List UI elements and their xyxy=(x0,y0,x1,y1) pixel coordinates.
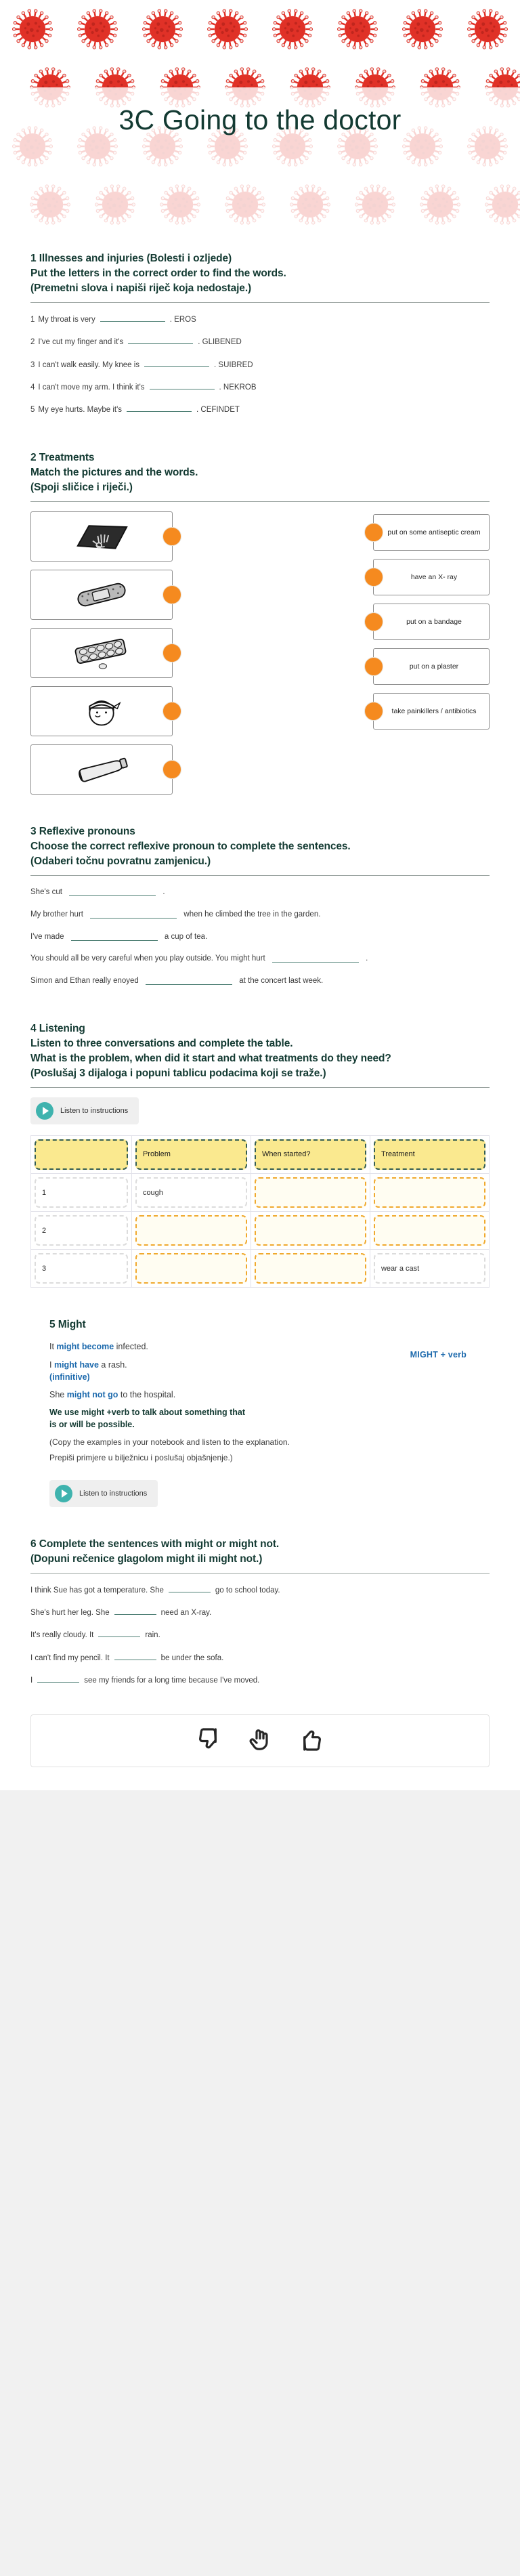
example-pre: She xyxy=(49,1390,67,1400)
coronavirus-icon xyxy=(467,8,508,50)
answer-blank[interactable] xyxy=(127,403,192,412)
item-number: 3 xyxy=(30,360,35,369)
table-header-cell xyxy=(131,1136,251,1174)
cell-value: cough xyxy=(135,1177,247,1208)
thumbs-down-icon[interactable] xyxy=(196,1726,223,1756)
heading-line: 1 Illnesses and injuries (Bolesti i ozljede) xyxy=(30,253,232,264)
section-complete-might xyxy=(30,1507,490,1691)
coronavirus-icon xyxy=(337,8,378,50)
sentence-after: a cup of tea. xyxy=(164,932,208,941)
example-post: a rash. xyxy=(98,1359,127,1370)
matching-exercise xyxy=(30,502,490,795)
picture-card-plaster[interactable] xyxy=(30,570,173,620)
section-1-heading xyxy=(30,251,490,296)
answer-cell[interactable] xyxy=(255,1215,366,1246)
table-cell[interactable] xyxy=(131,1212,251,1250)
connector-dot[interactable] xyxy=(162,643,181,662)
word-card[interactable] xyxy=(373,604,490,640)
example-line xyxy=(49,1356,490,1387)
word-label: put on some antiseptic cream xyxy=(387,528,481,537)
item-text-before: I can't find my pencil. It xyxy=(30,1653,110,1662)
connector-dot[interactable] xyxy=(162,702,181,721)
table-cell xyxy=(131,1174,251,1212)
audio-label: Listen to instructions xyxy=(79,1489,148,1498)
grammar-rule xyxy=(49,1403,490,1435)
sentence-before: I've made xyxy=(30,932,64,941)
question-row xyxy=(30,1601,490,1624)
picture-card-xray[interactable] xyxy=(30,511,173,562)
heading-line: What is the problem, when did it start and what treatments do they need? xyxy=(30,1053,391,1065)
coronavirus-icon xyxy=(402,8,443,50)
answer-blank[interactable] xyxy=(150,381,215,389)
header-label: When started? xyxy=(255,1139,366,1170)
item-text-before: My throat is very xyxy=(38,316,95,324)
virus-pattern-cell xyxy=(195,0,260,58)
section-5-heading xyxy=(30,1317,490,1332)
pills-icon xyxy=(69,635,134,671)
header-label: Problem xyxy=(135,1139,247,1170)
table-cell xyxy=(31,1212,132,1250)
sentence-before: She's cut xyxy=(30,888,62,897)
xray-icon xyxy=(69,518,134,555)
heading-line: (Poslušaj 3 dijaloga i popuni tablicu podacima koji se traže.) xyxy=(30,1068,326,1080)
example-highlight: might not go xyxy=(66,1390,118,1400)
question-row xyxy=(30,1647,490,1669)
answer-blank[interactable] xyxy=(90,910,177,919)
rule-line: We use might +verb to talk about something that xyxy=(49,1408,246,1418)
item-text-before: I can't move my arm. I think it's xyxy=(38,383,145,392)
item-text-after: . EROS xyxy=(169,316,196,324)
cream-tube-icon xyxy=(69,751,134,788)
instruction-note: (Copy the examples in your notebook and listen to the explanation. xyxy=(49,1437,290,1447)
example-post: to the hospital. xyxy=(118,1390,176,1400)
connector-dot[interactable] xyxy=(364,612,383,631)
might-explanation xyxy=(30,1332,490,1507)
virus-pattern-cell xyxy=(65,0,130,58)
answer-blank[interactable] xyxy=(69,887,156,896)
connector-dot[interactable] xyxy=(364,523,383,542)
table-cell xyxy=(370,1250,489,1288)
divider xyxy=(30,1087,490,1088)
coronavirus-icon xyxy=(12,8,53,50)
table-cell[interactable] xyxy=(131,1250,251,1288)
answer-cell[interactable] xyxy=(135,1253,247,1284)
sentence-after: . xyxy=(162,888,165,897)
play-icon[interactable] xyxy=(36,1102,53,1120)
table-cell[interactable] xyxy=(370,1212,489,1250)
word-label: take painkillers / antibiotics xyxy=(391,707,477,716)
sentence-after: at the concert last week. xyxy=(239,976,324,985)
heading-line: Put the letters in the correct order to find the words. xyxy=(30,268,286,279)
table-header-cell xyxy=(251,1136,370,1174)
word-label: put on a plaster xyxy=(409,662,459,671)
item-text-after: go to school today. xyxy=(215,1586,280,1595)
question-row xyxy=(30,376,490,398)
section-might xyxy=(30,1288,490,1507)
sentence-before: You should all be very careful when you play outside. You might hurt xyxy=(30,954,265,963)
picture-card-head-bandage[interactable] xyxy=(30,686,173,736)
connector-dot[interactable] xyxy=(364,568,383,587)
thumbs-up-icon[interactable] xyxy=(297,1726,324,1756)
page-bottom-space xyxy=(0,1767,520,1790)
word-card[interactable] xyxy=(373,514,490,551)
word-card[interactable] xyxy=(373,693,490,730)
virus-pattern-cell xyxy=(325,0,390,58)
heading-line: 4 Listening xyxy=(30,1023,85,1035)
table-header-cell xyxy=(370,1136,489,1174)
cell-value: wear a cast xyxy=(374,1253,485,1284)
example-pre: I xyxy=(49,1359,54,1370)
question-row xyxy=(30,1579,490,1601)
example-pre: It xyxy=(49,1342,57,1352)
coronavirus-icon xyxy=(77,8,118,50)
sentence-row xyxy=(30,904,490,926)
example-post: infected. xyxy=(114,1342,148,1352)
item-text-before: I can't walk easily. My knee is xyxy=(38,360,140,369)
table-cell[interactable] xyxy=(251,1212,370,1250)
table-row xyxy=(31,1250,490,1288)
table-header-cell xyxy=(31,1136,132,1174)
item-text-after: rain. xyxy=(145,1631,160,1640)
connector-dot[interactable] xyxy=(364,657,383,676)
table-cell[interactable] xyxy=(251,1250,370,1288)
table-cell[interactable] xyxy=(251,1174,370,1212)
section-3-lines xyxy=(30,876,490,992)
row-number: 1 xyxy=(35,1177,128,1208)
answer-blank[interactable] xyxy=(114,1651,156,1660)
example-highlight: might become xyxy=(56,1342,114,1352)
question-row xyxy=(30,398,490,421)
audio-label: Listen to instructions xyxy=(60,1107,129,1116)
item-text-before: She's hurt her leg. She xyxy=(30,1609,110,1618)
example-line xyxy=(49,1386,490,1403)
patient-head-bandage-icon xyxy=(69,693,134,730)
item-text-before: I've cut my finger and it's xyxy=(38,338,124,347)
sentence-row xyxy=(30,948,490,970)
picture-card-pills[interactable] xyxy=(30,628,173,678)
virus-pattern-cell xyxy=(130,0,195,58)
section-1-questions xyxy=(30,303,490,421)
item-number: 5 xyxy=(30,406,35,414)
play-icon[interactable] xyxy=(55,1485,72,1502)
item-text-after: . NEKROB xyxy=(219,383,257,392)
sentence-row xyxy=(30,970,490,992)
virus-pattern-cell xyxy=(390,0,455,58)
rule-line: is or will be possible. xyxy=(49,1420,135,1430)
heading-line: (Spoji sličice i riječi.) xyxy=(30,482,133,494)
answer-blank[interactable] xyxy=(272,954,359,963)
sentence-before: My brother hurt xyxy=(30,910,83,919)
item-text-after: be under the sofa. xyxy=(160,1653,224,1662)
section-listening xyxy=(30,992,490,1288)
header-banner xyxy=(0,0,520,234)
picture-card-cream-tube[interactable] xyxy=(30,744,173,795)
item-text-after: . GLIBENED xyxy=(198,338,242,347)
audio-player-might[interactable] xyxy=(49,1480,158,1507)
heading-line: (Odaberi točnu povratnu zamjenicu.) xyxy=(30,856,211,868)
sentence-row xyxy=(30,881,490,904)
header-label: Treatment xyxy=(374,1139,485,1170)
word-card[interactable] xyxy=(373,559,490,595)
answer-blank[interactable] xyxy=(37,1674,79,1683)
heading-line: 5 Might xyxy=(49,1319,86,1331)
answer-blank[interactable] xyxy=(144,358,209,367)
item-text-before: I xyxy=(30,1676,33,1685)
sentence-after: . xyxy=(366,954,368,963)
heading-line: (Dopuni rečenice glagolom might ili might not.) xyxy=(30,1553,263,1565)
question-row xyxy=(30,308,490,331)
sentence-after: when he climbed the tree in the garden. xyxy=(183,910,321,919)
item-number: 4 xyxy=(30,383,35,392)
heading-line: Match the pictures and the words. xyxy=(30,467,198,479)
virus-pattern-cell xyxy=(260,0,325,58)
page-title: 3C Going to the doctor xyxy=(118,104,402,135)
coronavirus-icon xyxy=(207,8,248,50)
answer-blank[interactable] xyxy=(128,335,193,344)
might-verb-tag: MIGHT + verb xyxy=(410,1350,467,1360)
answer-blank[interactable] xyxy=(169,1584,211,1592)
coronavirus-icon xyxy=(142,8,183,50)
connector-dot[interactable] xyxy=(162,585,181,604)
coronavirus-icon xyxy=(272,8,313,50)
section-6-heading xyxy=(30,1537,490,1567)
example-highlight: might have xyxy=(53,1359,99,1370)
section-treatments xyxy=(30,421,490,795)
word-label: put on a bandage xyxy=(406,618,462,627)
heading-line: (Premetni slova i napiši riječ koja nedostaje.) xyxy=(30,282,252,294)
item-text-after: . SUIBRED xyxy=(214,360,253,369)
question-row xyxy=(30,1624,490,1646)
virus-pattern-cell xyxy=(455,0,520,58)
table-row xyxy=(31,1174,490,1212)
word-column xyxy=(373,511,490,795)
heading-line: 3 Reflexive pronouns xyxy=(30,826,135,838)
sentence-before: Simon and Ethan really enoyed xyxy=(30,976,139,985)
table-cell xyxy=(31,1250,132,1288)
section-2-heading xyxy=(30,450,490,495)
connector-dot[interactable] xyxy=(162,760,181,779)
section-6-questions xyxy=(30,1574,490,1691)
item-text-after: need an X-ray. xyxy=(160,1609,212,1618)
item-text-before: My eye hurts. Maybe it's xyxy=(38,406,123,414)
sentence-row xyxy=(30,926,490,948)
example-infinitive-note: (infinitive) xyxy=(49,1372,90,1382)
heading-line: 6 Complete the sentences with might or might not. xyxy=(30,1538,280,1550)
answer-cell[interactable] xyxy=(374,1177,485,1208)
section-illnesses xyxy=(30,234,490,421)
section-4-heading xyxy=(30,1021,490,1081)
feedback-bar xyxy=(30,1714,490,1767)
row-number: 2 xyxy=(35,1215,128,1246)
header-label xyxy=(35,1139,128,1170)
word-card[interactable] xyxy=(373,648,490,685)
answer-blank[interactable] xyxy=(114,1606,156,1615)
word-label: have an X- ray xyxy=(410,573,458,582)
answer-blank[interactable] xyxy=(100,313,165,322)
instruction-note: Prepiši primjere u bilježnicu i poslušaj objašnjenje.) xyxy=(49,1453,233,1463)
answer-cell[interactable] xyxy=(374,1215,485,1246)
heading-line: Choose the correct reflexive pronoun to complete the sentences. xyxy=(30,841,351,853)
connector-dot[interactable] xyxy=(162,527,181,546)
section-reflexive-pronouns xyxy=(30,795,490,992)
item-text-after: . CEFINDET xyxy=(196,406,240,414)
connector-dot[interactable] xyxy=(364,702,383,721)
row-number: 3 xyxy=(35,1253,128,1284)
answer-cell[interactable] xyxy=(255,1177,366,1208)
heading-line: Listen to three conversations and complete the table. xyxy=(30,1038,293,1050)
table-cell xyxy=(31,1174,132,1212)
hand-neutral-icon[interactable] xyxy=(246,1726,274,1756)
item-number: 2 xyxy=(30,338,35,347)
picture-column xyxy=(30,511,173,795)
plaster-icon xyxy=(69,576,134,613)
answer-cell[interactable] xyxy=(255,1253,366,1284)
section-3-heading xyxy=(30,824,490,869)
audio-player-listening[interactable] xyxy=(30,1097,139,1124)
item-text-before: I think Sue has got a temperature. She xyxy=(30,1586,164,1595)
item-text-after: see my friends for a long time because I've moved. xyxy=(84,1676,260,1685)
virus-pattern-cell xyxy=(0,0,65,58)
question-row xyxy=(30,354,490,376)
table-row xyxy=(31,1212,490,1250)
answer-blank[interactable] xyxy=(71,932,158,941)
answer-blank[interactable] xyxy=(146,976,232,985)
answer-cell[interactable] xyxy=(135,1215,247,1246)
item-text-before: It's really cloudy. It xyxy=(30,1631,94,1640)
question-row xyxy=(30,1669,490,1691)
question-row xyxy=(30,331,490,353)
table-cell[interactable] xyxy=(370,1174,489,1212)
answer-blank[interactable] xyxy=(98,1628,140,1637)
listening-table xyxy=(30,1135,490,1288)
table-header-row xyxy=(31,1136,490,1174)
heading-line: 2 Treatments xyxy=(30,452,95,464)
item-number: 1 xyxy=(30,316,35,324)
